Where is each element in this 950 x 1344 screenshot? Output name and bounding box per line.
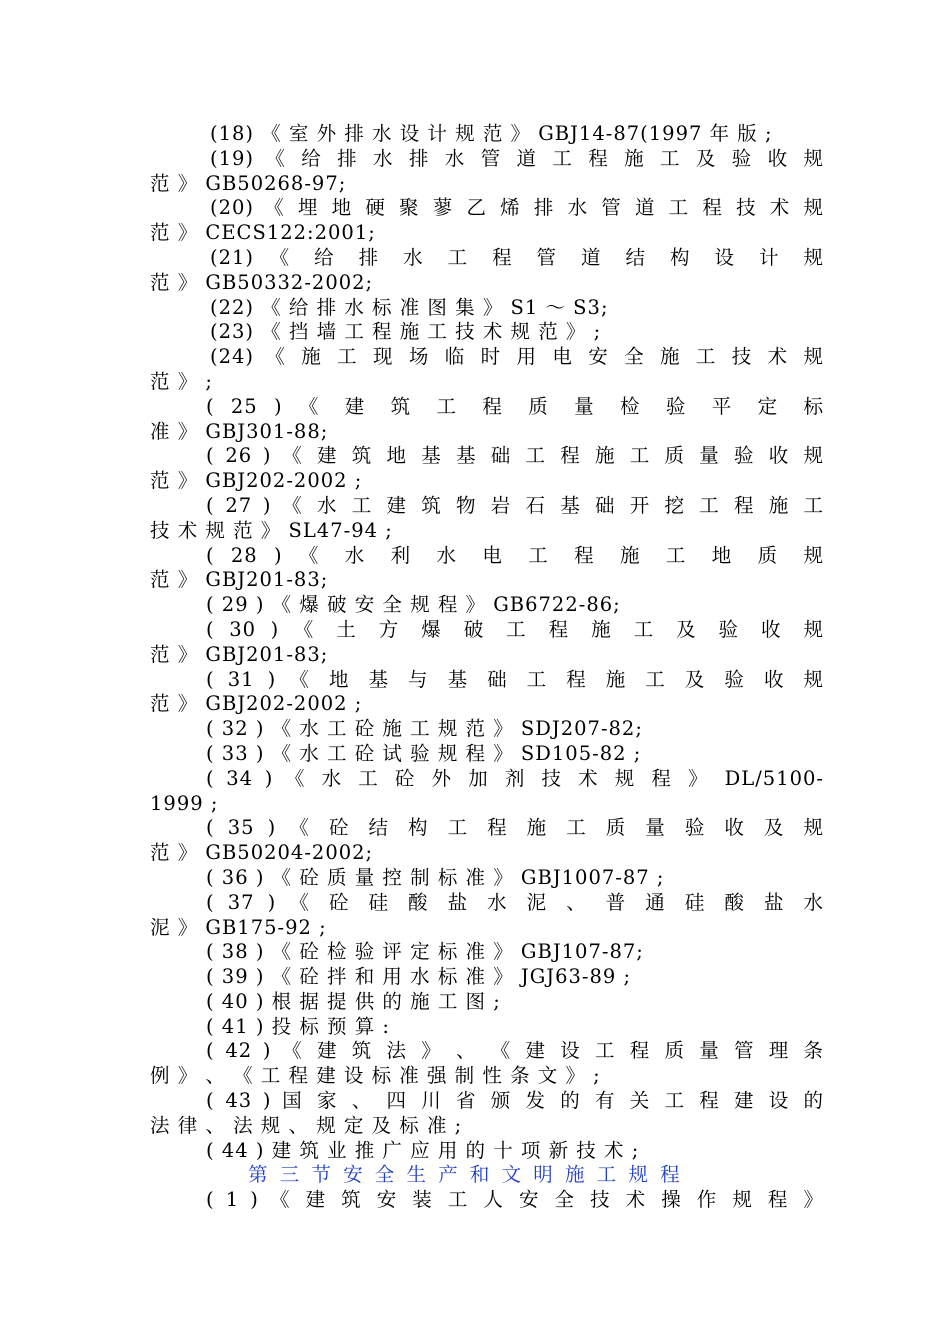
list-line: 法 律 、 法 规 、 规 定 及 标 准 ; [150, 1113, 463, 1137]
list-line: ( 29 ) 《 爆 破 安 全 规 程 》 GB6722-86; [206, 593, 621, 617]
list-line: (19) 《 给 排 水 排 水 管 道 工 程 施 工 及 验 收 规 [210, 146, 824, 170]
list-line: ( 38 ) 《 砼 检 验 评 定 标 准 》 GBJ107-87; [206, 940, 644, 964]
list-line: ( 35 ) 《 砼 结 构 工 程 施 工 质 量 验 收 及 规 [206, 816, 824, 840]
list-line: 范 》 GB50332-2002; [150, 270, 374, 294]
list-line: ( 40 ) 根 据 提 供 的 施 工 图 ; [206, 989, 501, 1013]
list-line: 范 》 GB50268-97; [150, 171, 347, 195]
list-line: 范 》 GBJ201-83; [150, 568, 329, 592]
list-line: ( 31 ) 《 地 基 与 基 础 工 程 施 工 及 验 收 规 [206, 667, 824, 691]
standards-list [150, 122, 824, 1163]
list-line: ( 41 ) 投 标 预 算 : [206, 1014, 390, 1038]
list-line: ( 30 ) 《 土 方 爆 破 工 程 施 工 及 验 收 规 [206, 617, 824, 641]
list-line: 泥 》 GB175-92 ; [150, 915, 327, 939]
list-line: 范 》 ; [150, 369, 213, 393]
list-line: ( 33 ) 《 水 工 砼 试 验 规 程 》 SD105-82 ; [206, 741, 642, 765]
list-line: 范 》 GBJ202-2002 ; [150, 692, 363, 716]
list-line: ( 25 ) 《 建 筑 工 程 质 量 检 验 平 定 标 [206, 394, 824, 418]
list-line: ( 27 ) 《 水 工 建 筑 物 岩 石 基 础 开 挖 工 程 施 工 [206, 493, 824, 517]
list-line: 范 》 GBJ202-2002 ; [150, 469, 363, 493]
list-line: ( 34 ) 《 水 工 砼 外 加 剂 技 术 规 程 》 DL/5100- [206, 766, 824, 790]
list-line: 范 》 GBJ201-83; [150, 642, 329, 666]
list-line: 准 》 GBJ301-88; [150, 419, 329, 443]
list-line: ( 28 ) 《 水 利 水 电 工 程 施 工 地 质 规 [206, 543, 824, 567]
document-body [150, 122, 824, 1213]
list-line: (20) 《 埋 地 硬 聚 蓼 乙 烯 排 水 管 道 工 程 技 术 规 [210, 196, 824, 220]
list-line: 范 》 GB50204-2002; [150, 841, 374, 865]
list-line: (21) 《 给 排 水 工 程 管 道 结 构 设 计 规 [210, 245, 824, 269]
list-item: ( 1 ) 《 建 筑 安 装 工 人 安 全 技 术 操 作 规 程 》 [206, 1188, 824, 1212]
list-line: (23) 《 挡 墙 工 程 施 工 技 术 规 范 》 ; [210, 320, 602, 344]
list-line: 范 》 CECS122:2001; [150, 221, 376, 245]
list-line: (24) 《 施 工 现 场 临 时 用 电 安 全 施 工 技 术 规 [210, 345, 824, 369]
list-line: 例 》 、 《 工 程 建 设 标 准 强 制 性 条 文 》 ; [150, 1064, 601, 1088]
list-line: ( 26 ) 《 建 筑 地 基 基 础 工 程 施 工 质 量 验 收 规 [206, 444, 824, 468]
list-line: ( 32 ) 《 水 工 砼 施 工 规 范 》 SDJ207-82; [206, 717, 643, 741]
list-line: ( 43 ) 国 家 、 四 川 省 颁 发 的 有 关 工 程 建 设 的 [206, 1089, 824, 1113]
section-heading: 第 三 节 安 全 生 产 和 文 明 施 工 规 程 [248, 1163, 683, 1187]
list-line: ( 37 ) 《 砼 硅 酸 盐 水 泥 、 普 通 硅 酸 盐 水 [206, 890, 824, 914]
list-line: ( 36 ) 《 砼 质 量 控 制 标 准 》 GBJ1007-87 ; [206, 865, 665, 889]
list-line: (22) 《 给 排 水 标 准 图 集 》 S1 ～ S3; [210, 295, 609, 319]
list-line: (18) 《 室 外 排 水 设 计 规 范 》 GBJ14-87(1997 年 版 ; [210, 122, 773, 145]
list-line: 1999 ; [150, 791, 219, 815]
list-line: ( 39 ) 《 砼 拌 和 用 水 标 准 》 JGJ63-89 ; [206, 965, 632, 989]
list-line: ( 42 ) 《 建 筑 法 》 、 《 建 设 工 程 质 量 管 理 条 [206, 1039, 824, 1063]
list-line: ( 44 ) 建 筑 业 推 广 应 用 的 十 项 新 技 术 ; [206, 1138, 640, 1162]
list-line: 技 术 规 范 》 SL47-94 ; [150, 518, 393, 542]
